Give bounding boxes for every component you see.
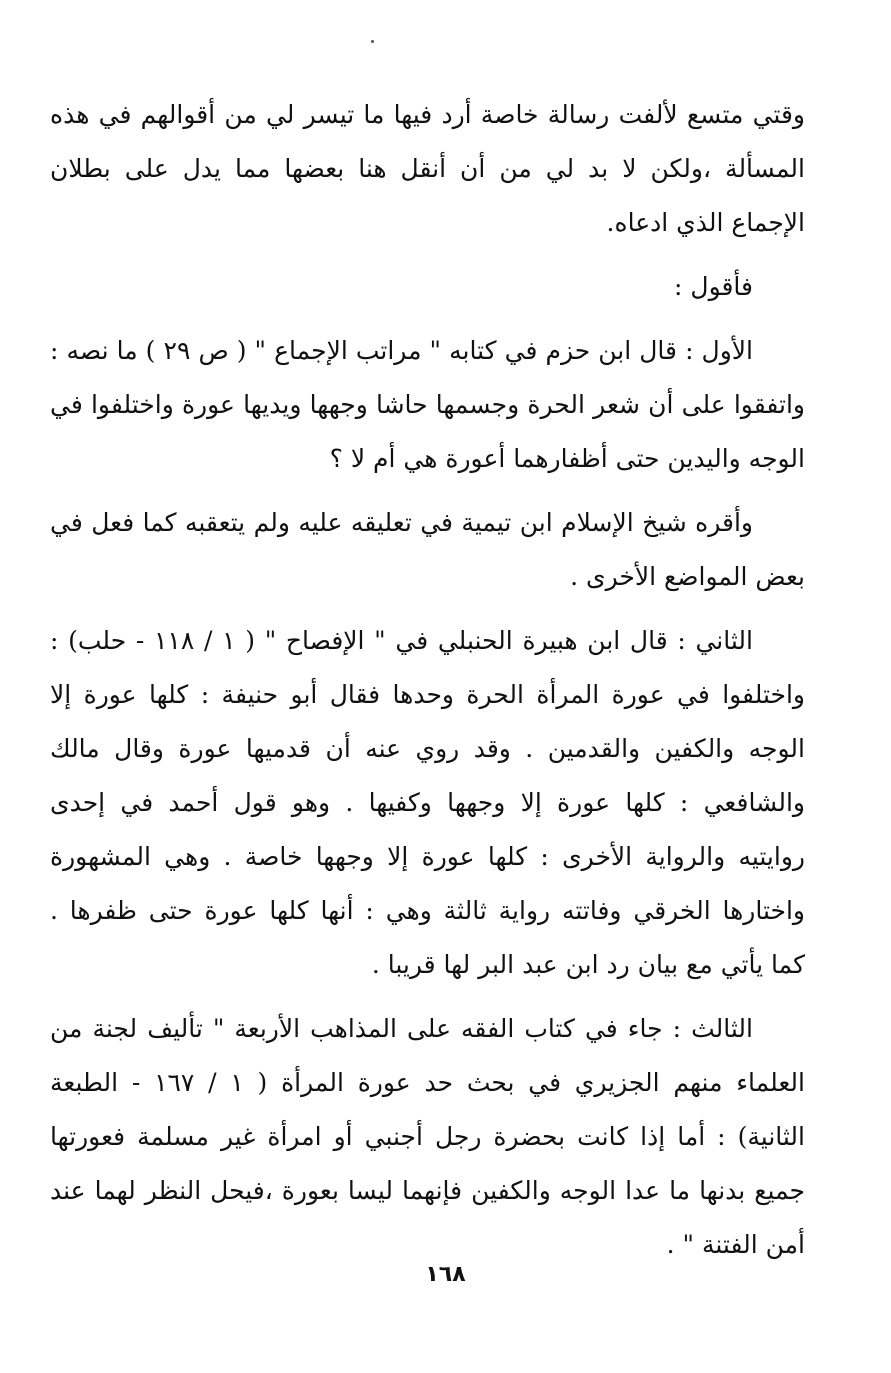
body-text (50, 88, 805, 1272)
text-line: المسألة ،ولكن لا بد لي من أن أنقل هنا بعضها مما يدل على بطلان (50, 154, 805, 183)
text-line: جميع بدنها ما عدا الوجه والكفين فإنهما ليسا بعورة ،فيحل النظر لهما عند (50, 1176, 805, 1205)
text-line: واختارها الخرقي وفاتته رواية ثالثة وهي : أنها كلها عورة حتى ظفرها . (50, 896, 805, 925)
text-line: الثاني : قال ابن هبيرة الحنبلي في " الإفصاح " ( ١ / ١١٨ - حلب) : (50, 626, 753, 655)
text-line: أمن الفتنة " . (666, 1230, 805, 1259)
paragraph (50, 1002, 805, 1272)
text-line: واختلفوا في عورة المرأة الحرة وحدها فقال أبو حنيفة : كلها عورة إلا (50, 680, 805, 709)
text-line: وقتي متسع لألفت رسالة خاصة أرد فيها ما تيسر لي من أقوالهم في هذه (50, 100, 805, 129)
page-number: ١٦٨ (425, 1262, 466, 1287)
text-line: واتفقوا على أن شعر الحرة وجسمها حاشا وجهها ويديها عورة واختلفوا في (50, 390, 805, 419)
text-line: الإجماع الذي ادعاه. (606, 208, 805, 237)
text-line: الثانية) : أما إذا كانت بحضرة رجل أجنبي أو امرأة غير مسلمة فعورتها (50, 1122, 805, 1151)
text-line: فأقول : (674, 272, 753, 301)
text-line: الثالث : جاء في كتاب الفقه على المذاهب الأربعة " تأليف لجنة من (50, 1014, 753, 1043)
text-line: الوجه واليدين حتى أظفارهما أعورة هي أم لا ؟ (329, 444, 805, 473)
text-line: كما يأتي مع بيان رد ابن عبد البر لها قريبا . (371, 950, 805, 979)
paragraph (50, 496, 805, 604)
text-line: الأول : قال ابن حزم في كتابه " مراتب الإجماع " ( ص ٢٩ ) ما نصه : (50, 336, 753, 365)
text-line: والشافعي : كلها عورة إلا وجهها وكفيها . وهو قول أحمد في إحدى (50, 788, 805, 817)
text-line: العلماء منهم الجزيري في بحث حد عورة المرأة ( ١ / ١٦٧ - الطبعة (50, 1068, 805, 1097)
paragraph (50, 88, 805, 250)
text-line: بعض المواضع الأخرى . (570, 562, 805, 591)
paragraph (50, 324, 805, 486)
paragraph (50, 614, 805, 992)
text-line: روايتيه والرواية الأخرى : كلها عورة إلا وجهها خاصة . وهي المشهورة (50, 842, 805, 871)
paragraph (50, 260, 805, 314)
text-line: الوجه والكفين والقدمين . وقد روي عنه أن قدميها عورة وقال مالك (50, 734, 805, 763)
ink-speck (371, 40, 374, 43)
text-line: وأقره شيخ الإسلام ابن تيمية في تعليقه عليه ولم يتعقبه كما فعل في (50, 508, 753, 537)
